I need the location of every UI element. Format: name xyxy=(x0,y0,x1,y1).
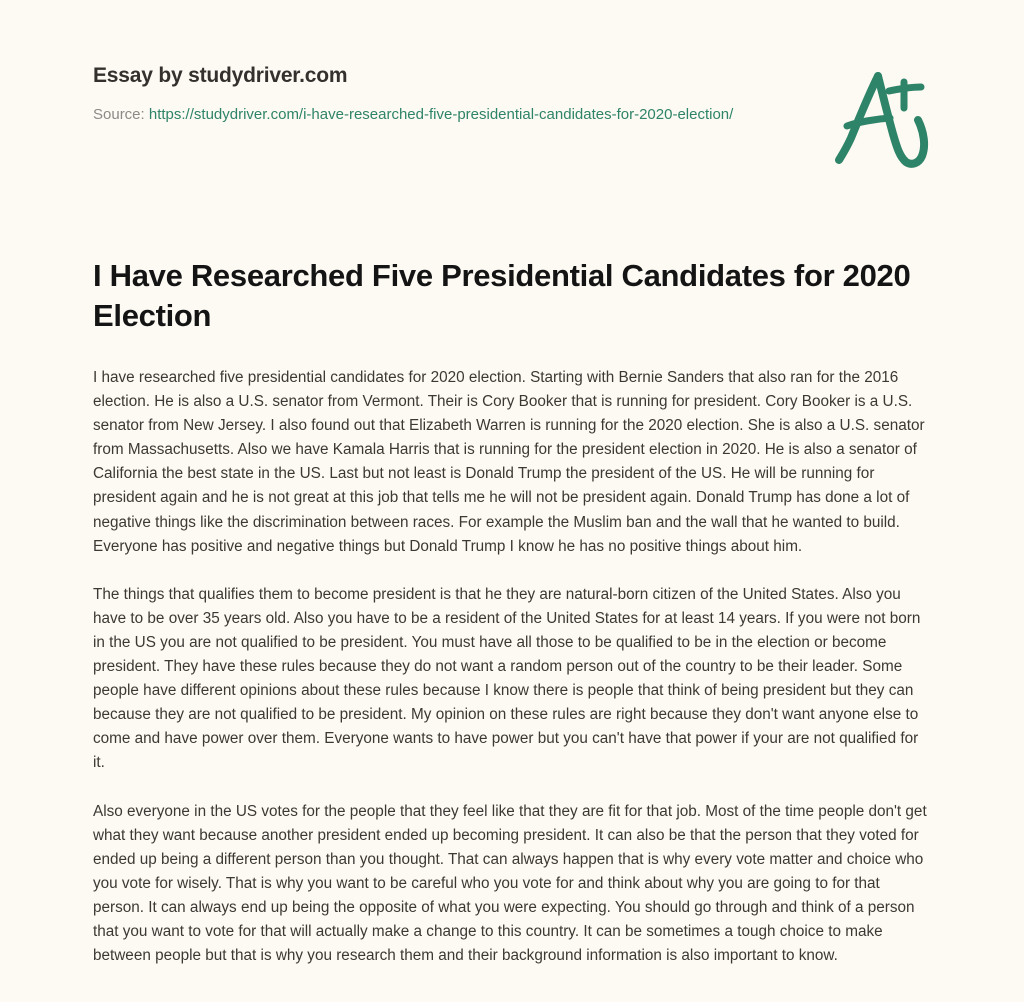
article-body xyxy=(93,366,934,968)
brand-title: Essay by studydriver.com xyxy=(93,64,348,87)
a-plus-logo xyxy=(828,58,938,170)
article-title: I Have Researched Five Presidential Candidates for 2020 Election xyxy=(93,258,911,333)
a-plus-logo-icon xyxy=(828,58,938,170)
article-paragraph: I have researched five presidential candidates for 2020 election. Starting with Bernie Sanders that also ran for the 2016 election. He is also a U.S. senator from Vermont. Their is Cory Booker that is running for president. Cory Booker is a U.S. senator from New Jersey. I also found out that Elizabeth Warren is running for the 2020 election. She is also a U.S. senator from Massachusetts. Also we have Kamala Harris that is running for the president election in 2020. He is also a senator of California the best state in the US. Last but not least is Donald Trump the president of the US. He will be running for president again and he is not great at this job that tells me he will not be president again. Donald Trump has done a lot of negative things like the discrimination between races. For example the Muslim ban and the wall that he wanted to build. Everyone has positive and negative things but Donald Trump I know he has no positive things about him. xyxy=(93,369,925,555)
article xyxy=(93,256,934,968)
source-line xyxy=(93,103,773,127)
page-header xyxy=(93,62,932,127)
source-url-link[interactable]: https://studydriver.com/i-have-researched-five-presidential-candidates-for-2020-election/ xyxy=(148,106,734,123)
article-paragraph: Also everyone in the US votes for the people that they feel like that they are fit for that job. Most of the time people don't get what they want because another president ended up becoming president. It can also be that the person that they voted for ended up being a different person than you thought. That can always happen that is why every vote matter and choice who you vote for wisely. That is why you want to be careful who you vote for and think about why you are going to for that person. It can always end up being the opposite of what you were expecting. You should go through and think of a person that you want to vote for that will actually make a change to this country. It can be sometimes a tough choice to make between people but that is why you research them and their background information is also important to know. xyxy=(93,802,927,965)
article-paragraph: The things that qualifies them to become president is that he they are natural-born citizen of the United States. Also you have to be over 35 years old. Also you have to be a resident of the United States for at least 14 years. If you were not born in the US you are not qualified to be president. You must have all those to be qualified to be in the election or become president. They have these rules because they do not want a random person out of the country to be their leader. Some people have different opinions about these rules because I know there is people that think of being president but they can because they are not qualified to be president. My opinion on these rules are right because they don't want anyone else to come and have power over them. Everyone wants to have power but you can't have that power if your are not qualified for it. xyxy=(93,585,921,772)
source-label: Source: xyxy=(93,106,145,123)
